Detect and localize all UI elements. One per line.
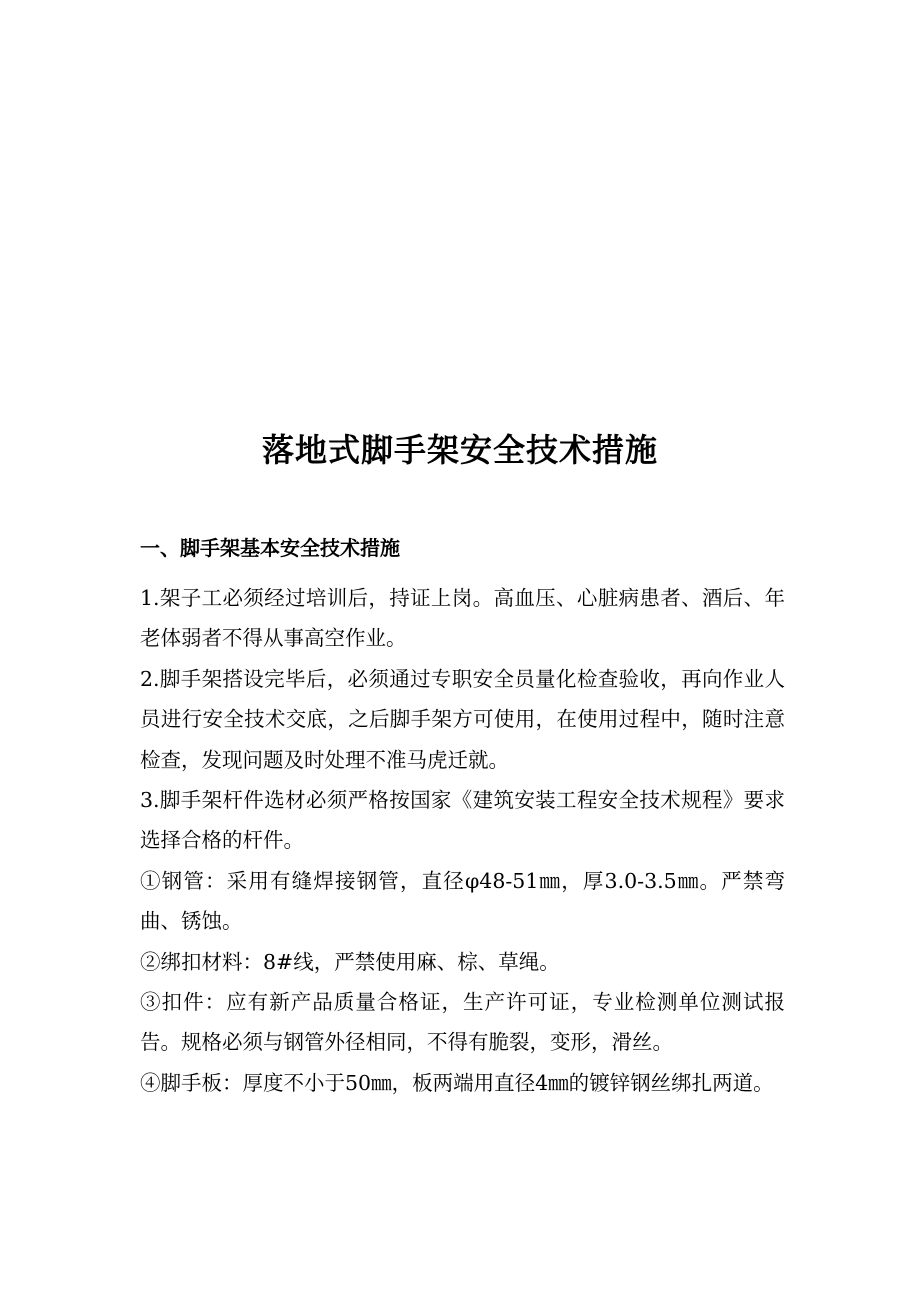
paragraph-fasteners: ③扣件：应有新产品质量合格证，生产许可证，专业检测单位测试报告。规格必须与钢管外径相同，不得有脆裂，变形，滑丝。 <box>140 990 785 1055</box>
paragraph-3: 3.脚手架杆件选材必须严格按国家《建筑安装工程安全技术规程》要求选择合格的杆件。 <box>140 788 785 853</box>
paragraph-2: 2.脚手架搭设完毕后，必须通过专职安全员量化检查验收，再向作业人员进行安全技术交底，之后脚手架方可使用，在使用过程中，随时注意检查，发现问题及时处理不准马虎迁就。 <box>140 666 785 772</box>
paragraph-steel-pipe: ①钢管：采用有缝焊接钢管，直径φ48-51㎜，厚3.0-3.5㎜。严禁弯曲、锈蚀。 <box>140 868 785 934</box>
paragraph-scaffold-board: ④脚手板：厚度不小于50㎜，板两端用直径4㎜的镀锌钢丝绑扎两道。 <box>140 1070 774 1095</box>
paragraph-1: 1.架子工必须经过培训后，持证上岗。高血压、心脏病患者、酒后、年老体弱者不得从事高空作业。 <box>140 586 785 651</box>
section-heading: 一、脚手架基本安全技术措施 <box>140 536 400 560</box>
body-text <box>140 578 785 1103</box>
document-title: 落地式脚手架安全技术措施 <box>261 431 658 469</box>
paragraph-binding-material: ②绑扣材料：8#线，严禁使用麻、棕、草绳。 <box>140 949 560 974</box>
